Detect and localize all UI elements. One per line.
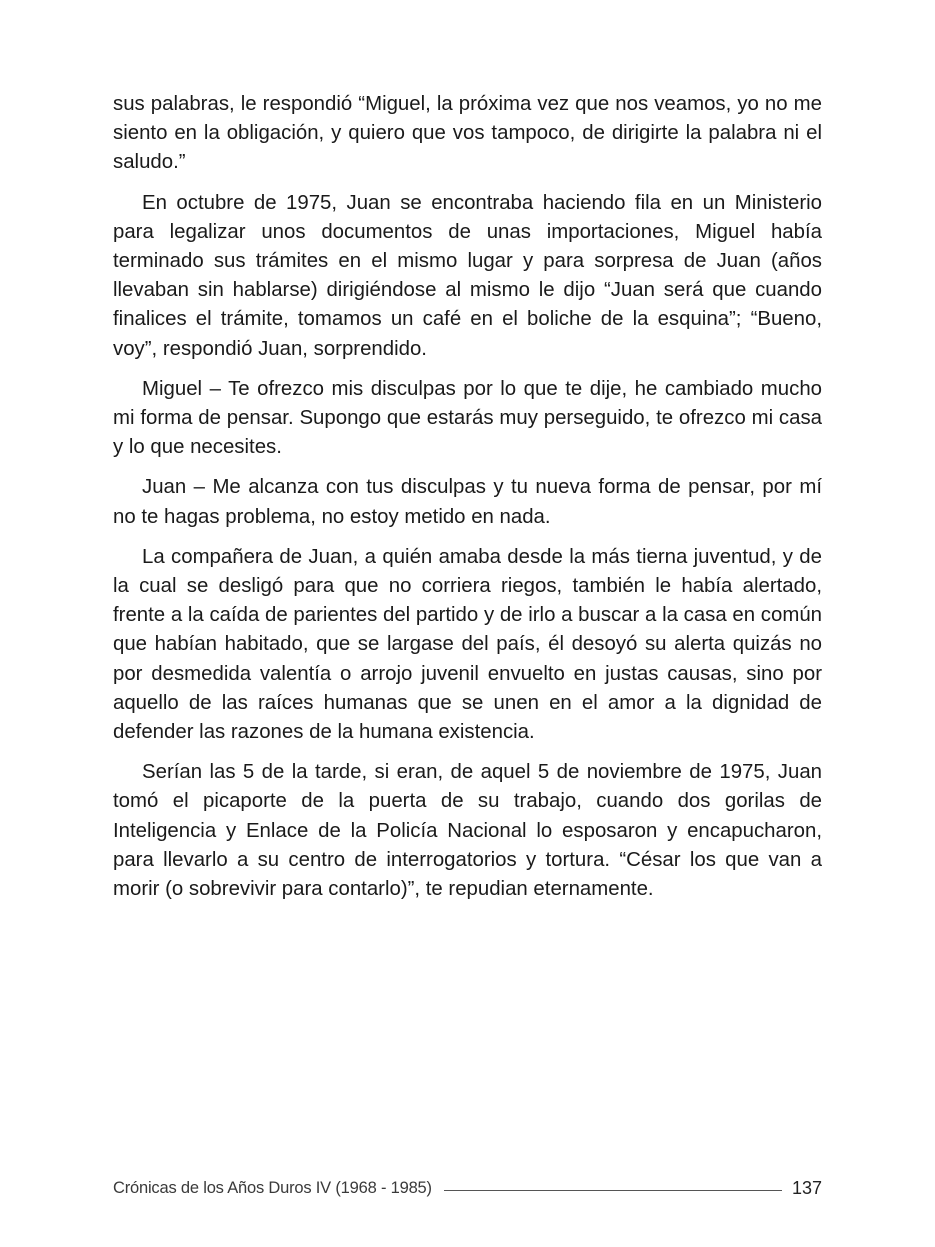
paragraph-2: En octubre de 1975, Juan se encontraba haciendo fila en un Ministerio para legalizar unos documentos de unas importaciones, Miguel había terminado sus trámites en el mismo lugar y para sorpresa de Juan (años llevaban sin hablarse) dirigiéndose al mismo le dijo “Juan será que cuando finalices el trámite, tomamos un café en el boliche de la esquina”; “Bueno, voy”, respondió Juan, sorprendido. <box>113 191 822 360</box>
footer-book-title: Crónicas de los Años Duros IV (1968 - 1985) <box>113 1178 432 1197</box>
paragraph-3: Miguel – Te ofrezco mis disculpas por lo que te dije, he cambiado mucho mi forma de pensar. Supongo que estarás muy perseguido, te ofrezco mi casa y lo que necesites. <box>113 377 822 459</box>
page-footer <box>113 1175 822 1201</box>
paragraph-5: La compañera de Juan, a quién amaba desde la más tierna juventud, y de la cual se desligó para que no corriera riegos, también le había alertado, frente a la caída de parientes del partido y de irlo a buscar a la casa en común que habían habitado, que se largase del país, él desoyó su alerta quizás no por desmedida valentía o arrojo juvenil envuelto en justas causas, sino por aquello de las raíces humanas que se unen en el amor a la dignidad de defender las razones de la humana existencia. <box>113 545 822 744</box>
page-body <box>113 90 822 915</box>
footer-divider <box>444 1190 782 1191</box>
paragraph-6: Serían las 5 de la tarde, si eran, de aquel 5 de noviembre de 1975, Juan tomó el picaporte de la puerta de su trabajo, cuando dos gorilas de Inteligencia y Enlace de la Policía Nacional lo esposaron y encapucharon, para llevarlo a su centro de interrogatorios y tortura. “César los que van a morir (o sobrevivir para contarlo)”, te repudian eternamente. <box>113 761 822 901</box>
paragraph-1: sus palabras, le respondió “Miguel, la próxima vez que nos veamos, yo no me siento en la obligación, y quiero que vos tampoco, de dirigirte la palabra ni el saludo.” <box>113 93 822 174</box>
paragraph-4: Juan – Me alcanza con tus disculpas y tu nueva forma de pensar, por mí no te hagas problema, no estoy metido en nada. <box>113 476 822 528</box>
page-number: 137 <box>791 1177 822 1198</box>
